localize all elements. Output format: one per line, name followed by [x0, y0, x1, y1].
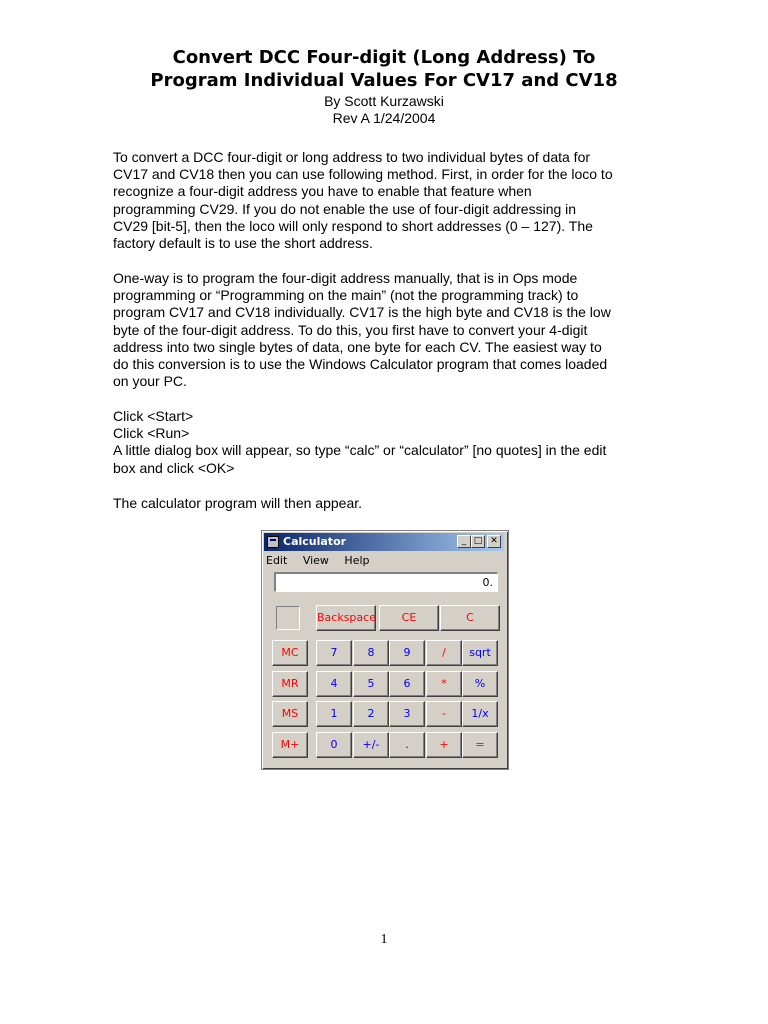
page-number: 1	[380, 932, 388, 947]
digit-6-button[interactable]: 6	[389, 671, 425, 697]
digit-4-button[interactable]: 4	[316, 671, 352, 697]
revision-line: Rev A 1/24/2004	[332, 110, 436, 126]
calculator-menubar	[266, 553, 382, 569]
memory-add-button[interactable]: M+	[272, 732, 308, 758]
close-button[interactable]: ✕	[487, 535, 501, 548]
menu-edit[interactable]: Edit	[266, 554, 288, 567]
digit-2-button[interactable]: 2	[353, 701, 389, 727]
memory-clear-button[interactable]: MC	[272, 640, 308, 666]
text-line: A little dialog box will appear, so type “calc” or “calculator” [no quotes] in the edit	[113, 442, 607, 459]
document-title-line1: Convert DCC Four-digit (Long Address) To	[172, 47, 596, 68]
calculator-title: Calculator	[283, 535, 347, 548]
percent-button[interactable]: %	[462, 671, 498, 697]
paragraph-steps	[113, 408, 661, 477]
add-button[interactable]: +	[426, 732, 462, 758]
text-line: One-way is to program the four-digit address manually, that is in Ops mode	[113, 270, 578, 286]
maximize-button[interactable]: □	[471, 535, 485, 548]
digit-8-button[interactable]: 8	[353, 640, 389, 666]
text-line: programming or “Programming on the main” (not the programming track) to	[113, 287, 579, 304]
clear-entry-button[interactable]: CE	[379, 605, 439, 631]
memory-recall-button[interactable]: MR	[272, 671, 308, 697]
paragraph-result	[113, 495, 661, 512]
backspace-button[interactable]: Backspace	[316, 605, 376, 631]
menu-help[interactable]: Help	[344, 554, 370, 567]
menu-view[interactable]: View	[302, 554, 329, 567]
calculator-display[interactable]: 0.	[274, 572, 498, 592]
minimize-button[interactable]: _	[457, 535, 471, 548]
text-line: factory default is to use the short address.	[113, 235, 373, 252]
digit-5-button[interactable]: 5	[353, 671, 389, 697]
text-line: byte of the four-digit address. To do this, you first have to convert your 4-digit	[113, 321, 588, 338]
text-line: on your PC.	[113, 373, 187, 390]
memory-store-button[interactable]: MS	[272, 701, 308, 727]
equals-button[interactable]: =	[462, 732, 498, 758]
calculator-window	[261, 530, 509, 770]
text-line: program CV17 and CV18 individually. CV17 is the high byte and CV18 is the low	[113, 304, 611, 321]
text-line: To convert a DCC four-digit or long address to two individual bytes of data for	[113, 149, 591, 165]
calculator-titlebar[interactable]	[264, 533, 504, 551]
text-line: CV29 [bit-5], then the loco will only respond to short addresses (0 – 127). The	[113, 217, 593, 234]
decimal-point-button[interactable]: .	[389, 732, 425, 758]
text-line: address into two single bytes of data, one byte for each CV. The easiest way to	[113, 338, 602, 355]
divide-button[interactable]: /	[426, 640, 462, 666]
document-title-line2: Program Individual Values For CV17 and CV18	[150, 70, 618, 91]
text-line: Click <Run>	[113, 425, 190, 442]
sqrt-button[interactable]: sqrt	[462, 640, 498, 666]
text-line: do this conversion is to use the Windows Calculator program that comes loaded	[113, 356, 608, 373]
calculator-app-icon	[267, 536, 279, 548]
digit-3-button[interactable]: 3	[389, 701, 425, 727]
text-line: The calculator program will then appear.	[113, 495, 363, 511]
paragraph-method	[113, 270, 661, 390]
clear-button[interactable]: C	[440, 605, 500, 631]
author-line: By Scott Kurzawski	[324, 93, 444, 109]
digit-7-button[interactable]: 7	[316, 640, 352, 666]
text-line: box and click <OK>	[113, 459, 235, 476]
reciprocal-button[interactable]: 1/x	[462, 701, 498, 727]
digit-9-button[interactable]: 9	[389, 640, 425, 666]
memory-indicator	[276, 606, 300, 630]
multiply-button[interactable]: *	[426, 671, 462, 697]
text-line: recognize a four-digit address you have to enable that feature when	[113, 183, 532, 200]
sign-toggle-button[interactable]: +/-	[353, 732, 389, 758]
subtract-button[interactable]: -	[426, 701, 462, 727]
digit-0-button[interactable]: 0	[316, 732, 352, 758]
text-line: programming CV29. If you do not enable the use of four-digit addressing in	[113, 200, 577, 217]
text-line: CV17 and CV18 then you can use following method. First, in order for the loco to	[113, 166, 613, 183]
paragraph-intro	[113, 149, 661, 252]
digit-1-button[interactable]: 1	[316, 701, 352, 727]
text-line: Click <Start>	[113, 408, 194, 424]
